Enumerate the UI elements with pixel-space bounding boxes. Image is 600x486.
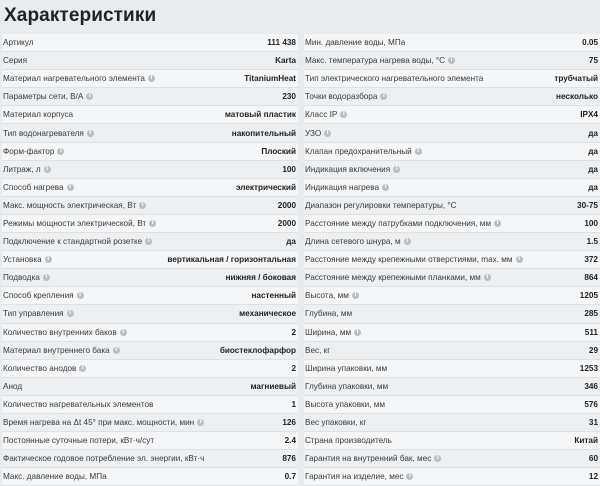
info-icon[interactable]: i xyxy=(77,292,84,299)
spec-value: механическое xyxy=(239,309,296,319)
spec-value: нижняя / боковая xyxy=(225,273,296,283)
spec-row xyxy=(2,269,298,287)
spec-row xyxy=(304,106,600,124)
spec-row xyxy=(304,233,600,251)
info-icon[interactable]: i xyxy=(404,238,411,245)
info-icon[interactable]: i xyxy=(354,329,361,336)
info-icon[interactable]: i xyxy=(57,148,64,155)
spec-row xyxy=(2,143,298,161)
info-icon[interactable]: i xyxy=(44,166,51,173)
spec-label-text: Количество внутренних баков xyxy=(3,327,117,337)
spec-value: 100 xyxy=(584,218,598,228)
spec-row xyxy=(2,342,298,360)
info-icon[interactable]: i xyxy=(79,365,86,372)
spec-label xyxy=(305,400,385,409)
spec-label xyxy=(305,219,501,228)
spec-value: 2000 xyxy=(277,200,296,210)
spec-label-text: Индикация включения xyxy=(305,164,391,174)
spec-row xyxy=(304,70,600,88)
info-icon[interactable]: i xyxy=(484,274,491,281)
spec-row xyxy=(304,287,600,305)
spec-row xyxy=(304,414,600,432)
spec-row xyxy=(2,324,298,342)
info-icon[interactable]: i xyxy=(45,256,52,263)
spec-label xyxy=(305,418,366,427)
spec-row xyxy=(2,215,298,233)
spec-row xyxy=(2,360,298,378)
info-icon[interactable]: i xyxy=(448,57,455,64)
spec-label-text: Мин. давление воды, МПа xyxy=(305,38,406,48)
spec-label-text: Страна производитель xyxy=(305,436,392,446)
spec-label-text: Ширина, мм xyxy=(305,327,352,337)
spec-label xyxy=(305,56,455,65)
info-icon[interactable]: i xyxy=(340,111,347,118)
spec-label xyxy=(305,382,388,391)
spec-label-text: Длина сетевого шнура, м xyxy=(305,237,401,247)
spec-label-text: Способ нагрева xyxy=(3,182,64,192)
spec-label xyxy=(3,454,204,463)
spec-label xyxy=(3,165,51,174)
spec-label-text: Подводка xyxy=(3,273,40,283)
info-icon[interactable]: i xyxy=(406,473,413,480)
spec-row xyxy=(2,414,298,432)
info-icon[interactable]: i xyxy=(324,130,331,137)
spec-label xyxy=(305,436,392,445)
spec-label-text: Индикация нагрева xyxy=(305,182,380,192)
spec-value: 2.4 xyxy=(284,436,296,446)
spec-label xyxy=(3,255,52,264)
spec-label-text: Высота упаковки, мм xyxy=(305,399,386,409)
info-icon[interactable]: i xyxy=(380,93,387,100)
spec-label-text: Параметры сети, В/А xyxy=(3,92,84,102)
spec-label xyxy=(3,74,155,83)
spec-value: 2000 xyxy=(277,218,296,228)
spec-row xyxy=(2,197,298,215)
info-icon[interactable]: i xyxy=(139,202,146,209)
spec-row xyxy=(2,179,298,197)
spec-value: 100 xyxy=(282,164,296,174)
spec-label-text: Тип электрического нагревательного элемента xyxy=(305,74,484,84)
spec-label-text: Артикул xyxy=(3,38,34,48)
spec-label-text: Время нагрева на Δt 45° при макс. мощности, мин xyxy=(3,418,195,428)
spec-row xyxy=(2,450,298,468)
spec-label xyxy=(3,364,86,373)
info-icon[interactable]: i xyxy=(43,274,50,281)
spec-label xyxy=(305,74,483,83)
spec-row xyxy=(2,88,298,106)
spec-row xyxy=(304,52,600,70)
spec-label xyxy=(3,400,153,409)
spec-row xyxy=(2,305,298,323)
spec-value: да xyxy=(588,146,598,156)
spec-value: биостеклофарфор xyxy=(219,345,296,355)
spec-value: электрический xyxy=(235,182,296,192)
spec-value: да xyxy=(588,182,598,192)
spec-label-text: Анод xyxy=(3,381,23,391)
info-icon[interactable]: i xyxy=(67,184,74,191)
info-icon[interactable]: i xyxy=(148,75,155,82)
spec-value: Karta xyxy=(275,56,296,66)
spec-value: вертикальная / горизонтальная xyxy=(167,255,296,265)
spec-label xyxy=(3,147,64,156)
spec-label-text: Гарантия на изделие, мес xyxy=(305,472,404,482)
info-icon[interactable]: i xyxy=(86,93,93,100)
spec-value: 31 xyxy=(588,418,598,428)
spec-value: Китай xyxy=(574,436,598,446)
spec-value: 1205 xyxy=(579,291,598,301)
info-icon[interactable]: i xyxy=(120,329,127,336)
spec-label xyxy=(3,183,74,192)
spec-label-text: Расстояние между крепежными отверстиями, max. мм xyxy=(305,255,513,265)
spec-row xyxy=(2,124,298,142)
spec-label xyxy=(3,309,74,318)
spec-row xyxy=(304,305,600,323)
spec-label xyxy=(3,346,120,355)
spec-value: да xyxy=(286,237,296,247)
spec-value: TitaniumHeat xyxy=(244,74,296,84)
spec-label xyxy=(3,418,204,427)
spec-row xyxy=(2,70,298,88)
spec-row xyxy=(304,88,600,106)
spec-label xyxy=(3,38,34,47)
spec-label-text: Гарантия на внутренний бак, мес xyxy=(305,454,432,464)
spec-label-text: Расстояние между крепежными планками, мм xyxy=(305,273,481,283)
info-icon[interactable]: i xyxy=(516,256,523,263)
spec-value: 1253 xyxy=(579,363,598,373)
spec-row xyxy=(304,432,600,450)
spec-label xyxy=(3,472,107,481)
spec-label xyxy=(3,56,27,65)
spec-label-text: Материал корпуса xyxy=(3,110,74,120)
spec-label xyxy=(305,165,400,174)
spec-value: несколько xyxy=(556,92,598,102)
spec-label-text: Вес, кг xyxy=(305,345,331,355)
spec-label xyxy=(305,183,389,192)
spec-value: магниевый xyxy=(250,381,296,391)
spec-row xyxy=(2,378,298,396)
spec-label-text: Глубина упаковки, мм xyxy=(305,381,389,391)
spec-value: матовый пластик xyxy=(224,110,296,120)
spec-label xyxy=(305,273,491,282)
spec-label-text: УЗО xyxy=(305,128,322,138)
info-icon[interactable]: i xyxy=(67,310,74,317)
spec-row xyxy=(304,396,600,414)
spec-value: да xyxy=(588,128,598,138)
spec-label-text: Высота, мм xyxy=(305,291,349,301)
spec-row xyxy=(2,106,298,124)
spec-label xyxy=(305,346,330,355)
specs-column-right xyxy=(304,34,600,486)
info-icon[interactable]: i xyxy=(197,419,204,426)
info-icon[interactable]: i xyxy=(393,166,400,173)
spec-label xyxy=(3,92,93,101)
spec-row xyxy=(2,432,298,450)
spec-value: 1 xyxy=(291,399,296,409)
spec-row xyxy=(304,161,600,179)
spec-value: 0.05 xyxy=(582,38,598,48)
info-icon[interactable]: i xyxy=(494,220,501,227)
info-icon[interactable]: i xyxy=(149,220,156,227)
spec-label-text: Ширина упаковки, мм xyxy=(305,363,388,373)
spec-label xyxy=(305,147,422,156)
specs-column-left xyxy=(2,34,298,486)
spec-label-text: Точки водоразбора xyxy=(305,92,378,102)
spec-row xyxy=(304,468,600,486)
spec-value: 126 xyxy=(282,418,296,428)
spec-row xyxy=(304,34,600,52)
spec-row xyxy=(304,143,600,161)
spec-row xyxy=(2,161,298,179)
spec-row xyxy=(2,34,298,52)
spec-label-text: Вес упаковки, кг xyxy=(305,418,367,428)
spec-label-text: Способ крепления xyxy=(3,291,74,301)
spec-value: настенный xyxy=(251,291,296,301)
info-icon[interactable]: i xyxy=(352,292,359,299)
spec-value: да xyxy=(588,164,598,174)
spec-label-text: Расстояние между патрубками подключения, мм xyxy=(305,218,492,228)
spec-label xyxy=(305,309,352,318)
spec-value: 1.5 xyxy=(586,237,598,247)
spec-label xyxy=(305,237,411,246)
spec-label xyxy=(305,92,387,101)
spec-label xyxy=(305,291,359,300)
spec-value: 29 xyxy=(588,345,598,355)
spec-label xyxy=(305,129,331,138)
spec-value: 60 xyxy=(588,454,598,464)
spec-value: 864 xyxy=(584,273,598,283)
spec-label xyxy=(305,472,413,481)
spec-label xyxy=(3,273,50,282)
spec-label-text: Тип водонагревателя xyxy=(3,128,84,138)
info-icon[interactable]: i xyxy=(434,455,441,462)
spec-label xyxy=(305,328,361,337)
spec-row xyxy=(2,396,298,414)
spec-row xyxy=(304,324,600,342)
spec-label-text: Подключение к стандартной розетке xyxy=(3,237,143,247)
spec-row xyxy=(304,215,600,233)
spec-label-text: Клапан предохранительный xyxy=(305,146,412,156)
spec-label xyxy=(305,364,387,373)
spec-label xyxy=(3,436,154,445)
spec-row xyxy=(304,450,600,468)
spec-label xyxy=(3,110,73,119)
spec-value: 111 438 xyxy=(267,38,296,48)
spec-label xyxy=(3,237,152,246)
spec-row xyxy=(304,197,600,215)
spec-row xyxy=(304,378,600,396)
info-icon[interactable]: i xyxy=(87,130,94,137)
spec-label xyxy=(3,201,146,210)
spec-label xyxy=(3,129,94,138)
spec-value: 285 xyxy=(584,309,598,319)
spec-row xyxy=(304,251,600,269)
spec-row xyxy=(304,360,600,378)
spec-row xyxy=(2,468,298,486)
spec-row xyxy=(304,124,600,142)
spec-row xyxy=(2,233,298,251)
spec-label-text: Фактическое годовое потребление эл. энергии, кВт·ч xyxy=(3,454,205,464)
spec-label-text: Материал внутреннего бака xyxy=(3,345,110,355)
spec-row xyxy=(304,342,600,360)
spec-label xyxy=(305,454,441,463)
spec-label xyxy=(305,38,405,47)
spec-label-text: Макс. температура нагрева воды, °C xyxy=(305,56,446,66)
spec-row xyxy=(2,52,298,70)
info-icon[interactable]: i xyxy=(113,347,120,354)
spec-label xyxy=(3,291,84,300)
spec-label-text: Серия xyxy=(3,56,28,66)
spec-value: 576 xyxy=(584,399,598,409)
spec-label-text: Материал нагревательного элемента xyxy=(3,74,145,84)
spec-value: 511 xyxy=(584,327,598,337)
spec-value: 346 xyxy=(584,381,598,391)
spec-label xyxy=(305,255,523,264)
spec-label xyxy=(3,219,156,228)
spec-label-text: Макс. мощность электрическая, Вт xyxy=(3,200,137,210)
spec-label-text: Литраж, л xyxy=(3,164,41,174)
spec-label-text: Количество анодов xyxy=(3,363,77,373)
spec-label-text: Форм-фактор xyxy=(3,146,55,156)
spec-label-text: Постоянные суточные потери, кВт·ч/сут xyxy=(3,436,155,446)
spec-value: 2 xyxy=(291,327,296,337)
spec-label-text: Макс. давление воды, МПа xyxy=(3,472,107,482)
spec-label xyxy=(3,382,22,391)
info-icon[interactable]: i xyxy=(382,184,389,191)
spec-value: трубчатый xyxy=(554,74,598,84)
spec-label-text: Установка xyxy=(3,255,42,265)
spec-value: 876 xyxy=(282,454,296,464)
spec-value: 30-75 xyxy=(577,200,598,210)
spec-row xyxy=(304,269,600,287)
spec-label-text: Количество нагревательных элементов xyxy=(3,399,154,409)
info-icon[interactable]: i xyxy=(145,238,152,245)
spec-label-text: Класс IP xyxy=(305,110,338,120)
spec-value: накопительный xyxy=(231,128,296,138)
spec-value: 230 xyxy=(282,92,296,102)
spec-row xyxy=(304,179,600,197)
spec-label-text: Режимы мощности электрической, Вт xyxy=(3,218,147,228)
spec-value: 372 xyxy=(584,255,598,265)
spec-row xyxy=(2,287,298,305)
spec-label-text: Диапазон регулировки температуры, °C xyxy=(305,200,457,210)
spec-value: 2 xyxy=(291,363,296,373)
spec-value: 75 xyxy=(588,56,598,66)
spec-label-text: Глубина, мм xyxy=(305,309,353,319)
spec-label-text: Тип управления xyxy=(3,309,64,319)
spec-value: Плоский xyxy=(261,146,296,156)
spec-value: IPX4 xyxy=(580,110,598,120)
info-icon[interactable]: i xyxy=(415,148,422,155)
spec-label xyxy=(3,328,127,337)
spec-label xyxy=(305,201,457,210)
spec-row xyxy=(2,251,298,269)
spec-value: 12 xyxy=(588,472,598,482)
specs-table xyxy=(0,34,600,486)
spec-label xyxy=(305,110,347,119)
page-title: Характеристики xyxy=(4,5,157,26)
spec-value: 0.7 xyxy=(284,472,296,482)
